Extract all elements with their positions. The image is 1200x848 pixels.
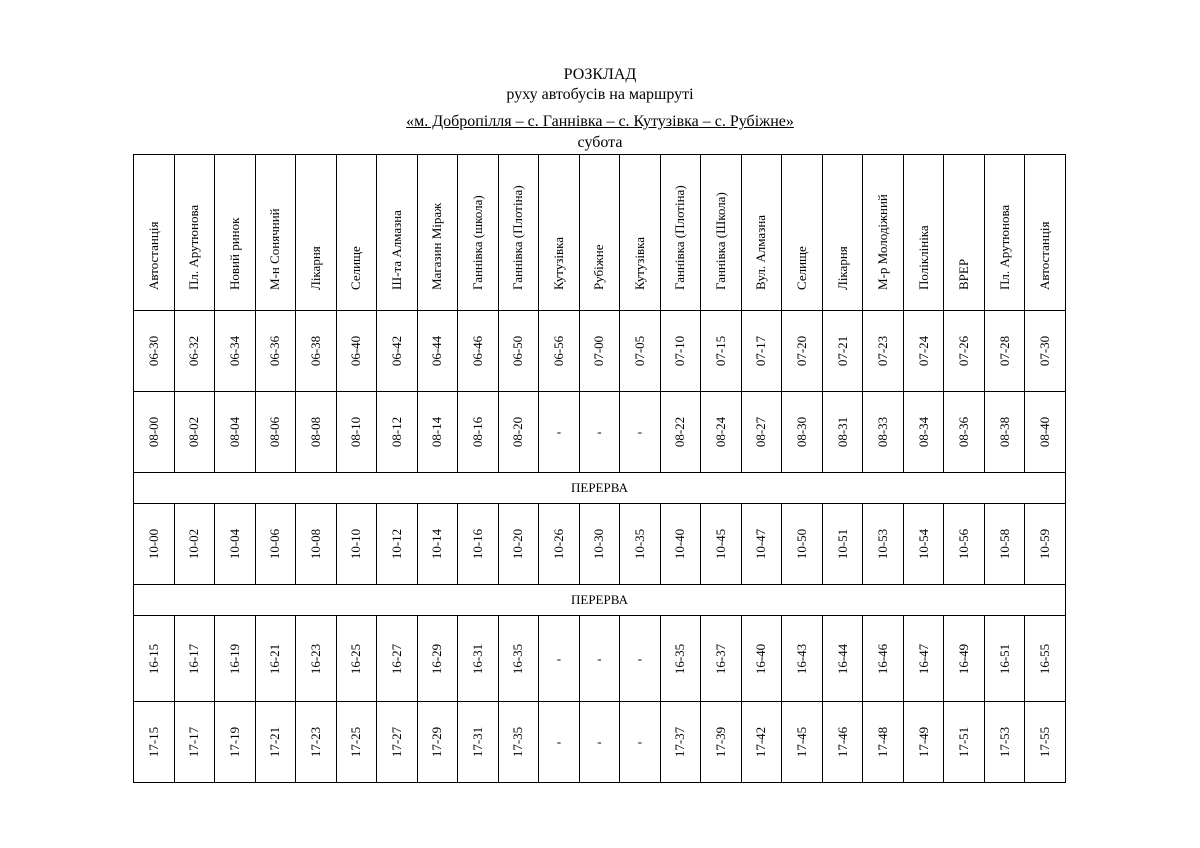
departure-time: 06-40 (348, 335, 364, 367)
time-cell (498, 504, 539, 585)
time-cell (863, 392, 904, 473)
departure-time: 08-08 (307, 416, 323, 448)
time-cell (620, 311, 661, 392)
departure-time: 08-36 (956, 416, 972, 448)
time-cell (134, 392, 175, 473)
time-cell (741, 702, 782, 783)
stop-name: Магазин Міраж (429, 202, 445, 290)
departure-time: 17-48 (875, 726, 891, 758)
departure-time: 07-20 (794, 335, 809, 367)
stop-header-cell (620, 155, 661, 311)
departure-time: 10-14 (429, 528, 445, 560)
departure-time: 07-17 (753, 335, 769, 367)
time-cell (377, 504, 418, 585)
time-cell (944, 504, 985, 585)
time-cell (822, 392, 863, 473)
time-cell (417, 392, 458, 473)
stops-header-row (134, 155, 1066, 311)
stop-header-cell (377, 155, 418, 311)
departure-time: 16-29 (429, 643, 445, 674)
trip-row (134, 392, 1066, 473)
time-cell (984, 392, 1025, 473)
departure-time: 08-33 (875, 416, 891, 448)
time-cell (903, 392, 944, 473)
departure-time: 16-23 (307, 643, 323, 674)
departure-time: 07-21 (834, 335, 850, 367)
time-cell (539, 311, 580, 392)
departure-time: 16-46 (875, 643, 891, 674)
time-cell (417, 616, 458, 702)
departure-time: 06-32 (186, 335, 202, 367)
time-cell (255, 311, 296, 392)
departure-time: 08-22 (672, 416, 688, 448)
departure-time: 08-34 (915, 416, 931, 448)
departure-time: 16-47 (915, 643, 931, 674)
no-stop-dash: - (637, 424, 643, 439)
time-cell (336, 702, 377, 783)
departure-time: 06-50 (510, 335, 526, 367)
time-cell (944, 616, 985, 702)
departure-time: 07-23 (875, 335, 891, 367)
time-cell (1025, 616, 1066, 702)
time-cell (377, 392, 418, 473)
departure-time: 16-27 (388, 643, 404, 674)
time-cell (782, 616, 823, 702)
departure-time: 08-14 (429, 416, 445, 448)
departure-time: 17-31 (469, 726, 485, 758)
time-cell (822, 504, 863, 585)
time-cell (944, 311, 985, 392)
stop-header-cell (296, 155, 337, 311)
departure-time: 06-44 (429, 335, 445, 367)
time-cell (174, 504, 215, 585)
stop-header-cell (1025, 155, 1066, 311)
departure-time: 10-40 (672, 528, 688, 560)
time-cell (539, 616, 580, 702)
departure-time: 08-31 (834, 416, 850, 448)
time-cell (336, 616, 377, 702)
time-cell (984, 616, 1025, 702)
departure-time: 17-19 (226, 726, 242, 758)
departure-time: 16-43 (794, 643, 809, 674)
time-cell (377, 311, 418, 392)
stop-name: М-р Молодіжний (875, 194, 891, 290)
time-cell (620, 504, 661, 585)
schedule-table (133, 154, 1066, 783)
departure-time: 10-08 (307, 528, 323, 560)
time-cell (134, 616, 175, 702)
stop-header-cell (822, 155, 863, 311)
time-cell (296, 392, 337, 473)
stop-header-cell (741, 155, 782, 311)
time-cell (174, 616, 215, 702)
time-cell (377, 616, 418, 702)
no-stop-dash: - (597, 650, 602, 666)
departure-time: 08-27 (753, 416, 769, 448)
departure-time: 08-04 (226, 416, 242, 448)
time-cell (539, 392, 580, 473)
departure-time: 10-50 (794, 528, 809, 560)
time-cell (1025, 392, 1066, 473)
stop-header-cell (863, 155, 904, 311)
stop-header-cell (174, 155, 215, 311)
time-cell (863, 616, 904, 702)
time-cell (417, 702, 458, 783)
stop-name: Ганнівка (школа) (469, 195, 485, 290)
trip-row (134, 616, 1066, 702)
departure-time: 08-30 (794, 416, 809, 448)
time-cell (174, 392, 215, 473)
stop-header-cell (944, 155, 985, 311)
trip-row (134, 504, 1066, 585)
stop-header-cell (336, 155, 377, 311)
schedule-title: РОЗКЛАД (563, 66, 637, 83)
stop-name: М-н Сонячний (267, 208, 283, 290)
time-cell (296, 504, 337, 585)
time-cell (863, 311, 904, 392)
departure-time: 17-17 (186, 726, 202, 758)
no-stop-dash: - (556, 734, 562, 749)
time-cell (215, 702, 256, 783)
departure-time: 06-38 (307, 335, 323, 367)
stop-header-cell (782, 155, 823, 311)
time-cell (458, 504, 499, 585)
time-cell (660, 616, 701, 702)
departure-time: 17-35 (510, 726, 526, 758)
stop-name: Кутузівка (631, 237, 647, 290)
departure-time: 10-35 (631, 528, 647, 560)
stop-name: Автостанція (145, 221, 161, 290)
stop-header-cell (579, 155, 620, 311)
departure-time: 17-25 (348, 726, 364, 758)
time-cell (660, 392, 701, 473)
time-cell (336, 311, 377, 392)
time-cell (660, 311, 701, 392)
time-cell (174, 311, 215, 392)
time-cell (296, 616, 337, 702)
time-cell (822, 616, 863, 702)
time-cell (579, 702, 620, 783)
stop-name: ВРЕР (956, 258, 972, 290)
time-cell (215, 616, 256, 702)
break-row (134, 473, 1066, 504)
no-stop-dash: - (637, 650, 643, 666)
departure-time: 17-37 (672, 726, 688, 758)
stop-header-cell (134, 155, 175, 311)
no-stop-dash: - (597, 734, 602, 749)
departure-time: 07-10 (672, 335, 688, 367)
time-cell (458, 616, 499, 702)
time-cell (620, 616, 661, 702)
time-cell (741, 616, 782, 702)
no-stop-dash: - (597, 424, 602, 439)
departure-time: 06-36 (267, 335, 283, 367)
time-cell (1025, 311, 1066, 392)
time-cell (741, 311, 782, 392)
stop-name: Автостанція (1037, 221, 1053, 290)
time-cell (377, 702, 418, 783)
departure-time: 10-30 (591, 528, 607, 560)
time-cell (701, 311, 742, 392)
trip-row (134, 311, 1066, 392)
time-cell (1025, 702, 1066, 783)
departure-time: 10-26 (550, 528, 566, 560)
departure-time: 17-53 (996, 726, 1012, 758)
departure-time: 17-55 (1037, 726, 1053, 758)
time-cell (903, 702, 944, 783)
departure-time: 16-40 (753, 643, 769, 674)
departure-time: 08-16 (469, 416, 485, 448)
departure-time: 10-02 (186, 528, 202, 560)
departure-time: 16-15 (145, 643, 161, 674)
stop-header-cell (539, 155, 580, 311)
departure-time: 17-49 (915, 726, 931, 758)
departure-time: 16-17 (186, 643, 202, 674)
departure-time: 06-30 (145, 335, 161, 367)
departure-time: 10-20 (510, 528, 526, 560)
stop-name: Кутузівка (550, 237, 566, 290)
time-cell (296, 702, 337, 783)
time-cell (134, 311, 175, 392)
stop-name: Селище (348, 246, 364, 290)
departure-time: 10-51 (834, 528, 850, 560)
departure-time: 10-04 (226, 528, 242, 560)
departure-time: 17-51 (956, 726, 972, 758)
time-cell (215, 392, 256, 473)
time-cell (215, 504, 256, 585)
departure-time: 07-00 (591, 335, 607, 367)
stop-name: Пл. Арутюнова (186, 204, 202, 290)
time-cell (458, 392, 499, 473)
time-cell (741, 392, 782, 473)
time-cell (579, 504, 620, 585)
departure-time: 10-06 (267, 528, 283, 560)
stop-header-cell (984, 155, 1025, 311)
departure-time: 17-21 (267, 726, 283, 758)
departure-time: 08-38 (996, 416, 1012, 448)
time-cell (903, 504, 944, 585)
time-cell (498, 616, 539, 702)
time-cell (174, 702, 215, 783)
time-cell (863, 702, 904, 783)
stop-name: Рубіжне (591, 244, 607, 290)
departure-time: 10-45 (712, 528, 728, 560)
stop-header-cell (903, 155, 944, 311)
departure-time: 07-05 (631, 335, 647, 367)
stop-name: Пл. Арутюнова (996, 204, 1012, 290)
time-cell (701, 702, 742, 783)
departure-time: 10-10 (348, 528, 364, 560)
departure-time: 16-55 (1037, 643, 1053, 674)
no-stop-dash: - (556, 424, 562, 439)
departure-time: 16-31 (469, 643, 485, 674)
time-cell (701, 504, 742, 585)
time-cell (255, 702, 296, 783)
departure-time: 10-59 (1037, 528, 1053, 560)
departure-time: 10-53 (875, 528, 891, 560)
departure-time: 08-02 (186, 416, 202, 448)
time-cell (134, 702, 175, 783)
departure-time: 17-15 (145, 726, 161, 758)
stop-name: Вул. Алмазна (753, 214, 769, 290)
time-cell (984, 311, 1025, 392)
departure-time: 16-37 (712, 643, 728, 674)
departure-time: 07-24 (915, 335, 931, 367)
stop-name: Поліклініка (915, 225, 931, 290)
time-cell (215, 311, 256, 392)
stop-name: Ш-та Алмазна (388, 210, 404, 290)
day-label: субота (577, 134, 623, 151)
stop-header-cell (458, 155, 499, 311)
stop-header-cell (498, 155, 539, 311)
time-cell (701, 392, 742, 473)
time-cell (539, 504, 580, 585)
departure-time: 07-26 (956, 335, 972, 367)
time-cell (539, 702, 580, 783)
trip-row (134, 702, 1066, 783)
stop-name: Ганнівка (Плотіна) (672, 185, 688, 290)
departure-time: 16-25 (348, 643, 364, 674)
departure-time: 16-51 (996, 643, 1012, 674)
departure-time: 06-34 (226, 335, 242, 367)
departure-time: 08-20 (510, 416, 526, 448)
time-cell (701, 616, 742, 702)
stop-header-cell (255, 155, 296, 311)
departure-time: 08-10 (348, 416, 364, 448)
time-cell (984, 702, 1025, 783)
time-cell (660, 504, 701, 585)
stop-name: Лікарня (307, 246, 323, 290)
time-cell (984, 504, 1025, 585)
departure-time: 16-44 (834, 643, 850, 674)
time-cell (1025, 504, 1066, 585)
departure-time: 08-12 (388, 416, 404, 448)
time-cell (255, 504, 296, 585)
time-cell (822, 311, 863, 392)
departure-time: 08-00 (145, 416, 161, 448)
stop-header-cell (701, 155, 742, 311)
time-cell (458, 311, 499, 392)
departure-time: 07-15 (712, 335, 728, 367)
departure-time: 16-35 (510, 643, 526, 674)
time-cell (255, 616, 296, 702)
departure-time: 10-16 (469, 528, 485, 560)
departure-time: 17-29 (429, 726, 445, 758)
time-cell (782, 702, 823, 783)
departure-time: 17-45 (794, 726, 809, 758)
departure-time: 17-27 (388, 726, 404, 758)
time-cell (579, 392, 620, 473)
time-cell (336, 392, 377, 473)
time-cell (903, 616, 944, 702)
departure-time: 10-00 (145, 528, 161, 560)
time-cell (620, 702, 661, 783)
time-cell (620, 392, 661, 473)
time-cell (579, 616, 620, 702)
departure-time: 10-12 (388, 528, 404, 560)
departure-time: 16-21 (267, 643, 283, 674)
time-cell (498, 702, 539, 783)
departure-time: 10-47 (753, 528, 769, 560)
departure-time: 10-56 (956, 528, 972, 560)
time-cell (660, 702, 701, 783)
departure-time: 08-40 (1037, 416, 1053, 448)
departure-time: 17-42 (753, 726, 769, 758)
stop-header-cell (660, 155, 701, 311)
stop-name: Селище (794, 246, 809, 290)
time-cell (255, 392, 296, 473)
departure-time: 16-19 (226, 643, 242, 674)
break-label: ПЕРЕРВА (134, 585, 1066, 616)
time-cell (782, 504, 823, 585)
departure-time: 16-35 (672, 643, 688, 674)
time-cell (498, 392, 539, 473)
departure-time: 08-24 (712, 416, 728, 448)
departure-time: 06-46 (469, 335, 485, 367)
departure-time: 17-39 (712, 726, 728, 758)
time-cell (417, 504, 458, 585)
stop-name: Ганнівка (Школа) (712, 192, 728, 290)
time-cell (944, 392, 985, 473)
stop-name: Лікарня (834, 246, 850, 290)
stop-name: Новий ринок (226, 217, 242, 290)
time-cell (741, 504, 782, 585)
time-cell (458, 702, 499, 783)
time-cell (782, 392, 823, 473)
departure-time: 17-23 (307, 726, 323, 758)
departure-time: 06-56 (550, 335, 566, 367)
break-row (134, 585, 1066, 616)
departure-time: 10-54 (915, 528, 931, 560)
no-stop-dash: - (556, 650, 562, 666)
break-label: ПЕРЕРВА (134, 473, 1066, 504)
time-cell (903, 311, 944, 392)
route-name: «м. Добропілля – с. Ганнівка – с. Кутузівка – с. Рубіжне» (406, 113, 794, 130)
departure-time: 06-42 (388, 335, 404, 367)
stop-header-cell (215, 155, 256, 311)
time-cell (134, 504, 175, 585)
stop-header-cell (417, 155, 458, 311)
departure-time: 10-58 (996, 528, 1012, 560)
time-cell (782, 311, 823, 392)
time-cell (579, 311, 620, 392)
departure-time: 16-49 (956, 643, 972, 674)
stop-name: Ганнівка (Плотіна) (510, 185, 526, 290)
no-stop-dash: - (637, 734, 643, 749)
time-cell (296, 311, 337, 392)
time-cell (944, 702, 985, 783)
schedule-subtitle: руху автобусів на маршруті (506, 86, 694, 103)
departure-time: 07-28 (996, 335, 1012, 367)
time-cell (417, 311, 458, 392)
departure-time: 07-30 (1037, 335, 1053, 367)
time-cell (822, 702, 863, 783)
time-cell (863, 504, 904, 585)
departure-time: 08-06 (267, 416, 283, 448)
departure-time: 17-46 (834, 726, 850, 758)
time-cell (336, 504, 377, 585)
time-cell (498, 311, 539, 392)
